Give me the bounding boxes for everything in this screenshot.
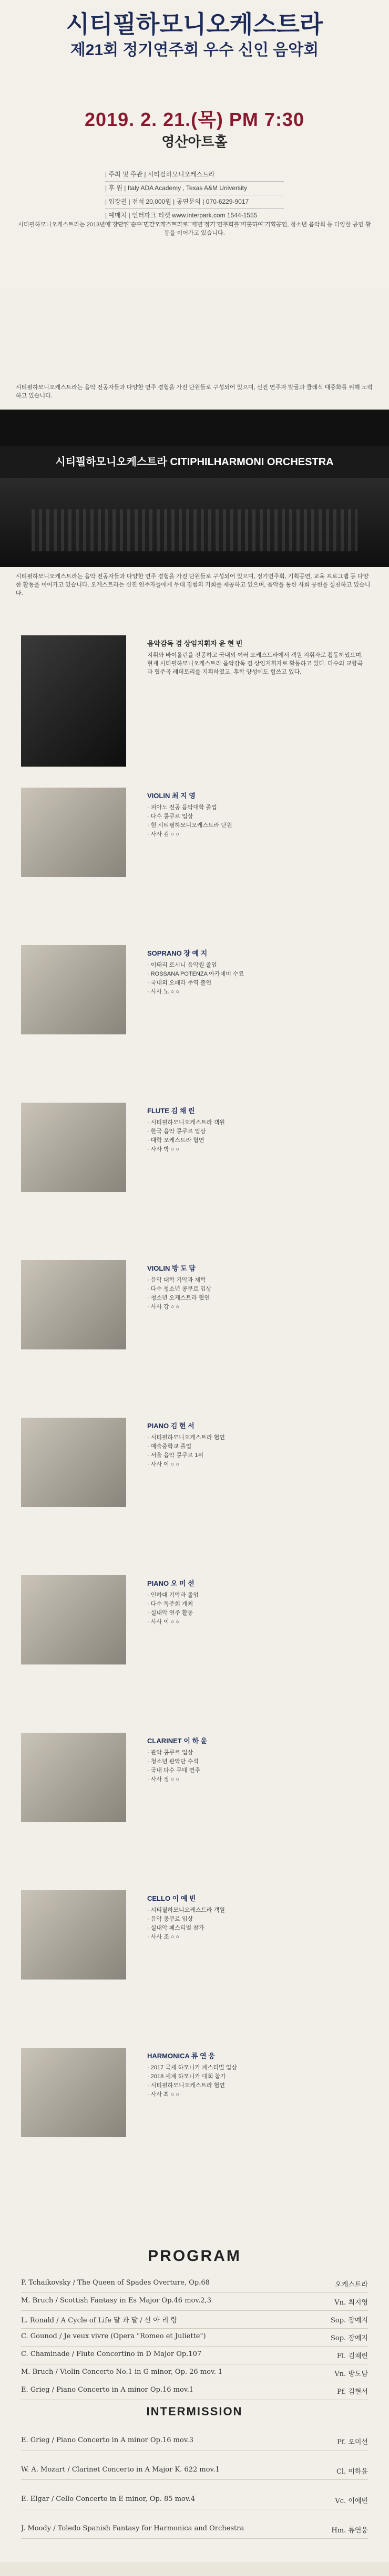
- performer-bio-line: · 사사 김 ○ ○: [147, 831, 180, 837]
- performer-name: FLUTE 김 채 린: [147, 1107, 195, 1115]
- performer-name: SOPRANO 장 예 지: [147, 949, 208, 957]
- program-row: [21, 2466, 368, 2477]
- performer-bio-line: · 다수 청소년 콩쿠르 입상: [147, 1286, 212, 1292]
- program-divider: [21, 2346, 368, 2347]
- performer-bio: [147, 1276, 368, 1312]
- performer-bio: [147, 1591, 368, 1627]
- program-row: [21, 2436, 368, 2448]
- performer-bio-line: · 예술중학교 졸업: [147, 1443, 192, 1450]
- performer-name: VIOLIN 최 지 영: [147, 792, 196, 800]
- info-box: [105, 168, 284, 223]
- hero-header: [0, 0, 389, 294]
- performer-bio-line: · 2018 세계 하모니카 대회 참가: [147, 2074, 226, 2080]
- performer-bio-line: · 사사 강 ○ ○: [147, 1304, 180, 1310]
- performer-bio-line: · 음악 대학 기악과 재학: [147, 1277, 206, 1283]
- performer-bio-line: · 사사 박 ○ ○: [147, 1146, 180, 1153]
- program-performer: Vn. 방도담: [334, 2370, 368, 2378]
- program-divider: [21, 2450, 368, 2451]
- notice-text: 시티필하모니오케스트라는 2013년에 창단된 순수 민간오케스트라로, 매년 정기 연주회를 비롯하여 기획공연, 청소년 음악회 등 다양한 공연 활동을 이어가고 있습니다.: [18, 222, 371, 236]
- performer-name: VIOLIN 방 도 담: [147, 1264, 196, 1272]
- performer-bio-line: · 사사 이 ○ ○: [147, 1461, 180, 1468]
- performer-bio-line: · 다수 독주회 개최: [147, 1601, 193, 1607]
- program-performer: Hm. 류연웅: [331, 2527, 368, 2535]
- performer-bio-line: · 한국 음악 콩쿠르 입상: [147, 1128, 206, 1135]
- program-piece: E. Elgar / Cello Concerto in E minor, Op. 85 mov.4: [21, 2495, 196, 2503]
- performer-bio-line: · 음악 콩쿠르 입상: [147, 1916, 193, 1922]
- performer-bio-line: · 인하대 기악과 졸업: [147, 1592, 199, 1598]
- program-divider: [21, 2538, 368, 2539]
- performer-bio-line: · ROSSANA POTENZA 아카데미 수료: [147, 971, 244, 977]
- program-piece: P. Tchaikovsky / The Queen of Spades Overture, Op.68: [21, 2279, 210, 2287]
- program-piece: C. Gounod / Je veux vivre (Opera "Romeo et Juliette"): [21, 2332, 206, 2340]
- performer-bio-line: · 피아노 전공 음악대학 졸업: [147, 804, 217, 811]
- performer-bio: [147, 1906, 368, 1942]
- performer-photo: [21, 788, 126, 877]
- performer-name: CELLO 이 예 빈: [147, 1894, 196, 1902]
- performer-bio-line: · 2017 국제 하모니카 페스티벌 입상: [147, 2065, 237, 2071]
- performer-bio-line: · 실내악 페스티벌 참가: [147, 1925, 204, 1931]
- performer-photo: [21, 1103, 126, 1192]
- program-piece: W. A. Mozart / Clarinet Concerto in A Major K. 622 mov.1: [21, 2466, 220, 2474]
- program-performer: Sop. 장예지: [331, 2334, 368, 2342]
- intro-text: 시티필하모니오케스트라는 음악 전공자들과 다양한 연주 경험을 가진 단원들로 구성되어 있으며, 신진 연주자 발굴과 클래식 대중화를 위해 노력하고 있습니다.: [16, 384, 373, 399]
- orchestra-photo-strip: [0, 410, 389, 446]
- performer-bio-line: · 국내 다수 무대 연주: [147, 1767, 200, 1774]
- program-divider: [21, 2328, 368, 2329]
- info-ticket: | 입장권 | 전석 20,000원 | 공연문의 | 070-6229-9017: [105, 195, 284, 209]
- performer-bio: [147, 961, 368, 997]
- performer-bio: [147, 803, 368, 839]
- performer-bio-line: · 시티필하모니오케스트라 협연: [147, 1434, 225, 1441]
- program-piece: E. Grieg / Piano Concerto in A minor Op.16 mov.1: [21, 2386, 194, 2394]
- program-row: [21, 2332, 368, 2344]
- performer-bio-line: · 시티필하모니오케스트라 객원: [147, 1907, 225, 1913]
- performer-bio-line: · 사사 노 ○ ○: [147, 989, 180, 995]
- performer-bio-line: · 다수 콩쿠르 입상: [147, 813, 193, 820]
- program-piece: J. Moody / Toledo Spanish Fantasy for Harmonica and Orchestra: [21, 2525, 244, 2532]
- orchestra-heading: 시티필하모니오케스트라 CITIPHILHARMONI ORCHESTRA: [0, 446, 389, 478]
- performer-bio-line: · 사사 이 ○ ○: [147, 1619, 180, 1625]
- performer-photo: [21, 1260, 126, 1349]
- program-row: [21, 2386, 368, 2397]
- program-piece: L. Ronald / A Cycle of Life 달 과 달 / 신 아 리 랑: [21, 2317, 178, 2324]
- program-performer: Cl. 이하윤: [336, 2468, 368, 2476]
- program-piece: E. Grieg / Piano Concerto in A minor Op.16 mov.3: [21, 2436, 194, 2444]
- performer-bio-line: · 사사 최 ○ ○: [147, 2091, 180, 2098]
- performer-photo: [21, 1575, 126, 1664]
- performer-bio: [147, 1433, 368, 1469]
- conductor-photo: [21, 635, 126, 767]
- program-row: [21, 2297, 368, 2308]
- program-piece: M. Bruch / Scottish Fantasy in Es Major Op.46 mov.2,3: [21, 2297, 211, 2305]
- performer-bio-line: · 현 시티필하모니오케스트라 단원: [147, 822, 232, 829]
- info-booking: | 예매처 | 인터파크 티켓 www.interpark.com 1544-1555: [105, 209, 284, 223]
- program-performer: Sop. 장예지: [331, 2317, 368, 2324]
- program-piece: C. Chaminade / Flute Concertino in D Major Op.107: [21, 2350, 202, 2358]
- performer-bio: [147, 2064, 368, 2099]
- program-divider: [21, 2479, 368, 2480]
- performer-bio-line: · 실내악 연주 활동: [147, 1610, 193, 1616]
- program-row: [21, 2368, 368, 2380]
- program-performer: Vc. 이예빈: [335, 2497, 368, 2505]
- performer-bio-line: · 사사 조 ○ ○: [147, 1934, 180, 1940]
- info-sponsor: | 후 원 | Italy ADA Academy , Texas A&M University: [105, 182, 284, 195]
- conductor-bio: 지휘와 바이올린을 전공하고 국내외 여러 오케스트라에서 객원 지휘자로 활동하였으며, 현재 시티필하모니오케스트라 음악감독 겸 상임지휘자로 활동하고 있다. 다수의 교향곡과 협주곡 레퍼토리를 지휘하였고, 후학 양성에도 힘쓰고 있다.: [147, 652, 363, 675]
- conductor-label: 음악감독 겸 상임지휘자 윤 현 빈: [147, 640, 243, 647]
- performer-photo: [21, 2048, 126, 2137]
- performer-photo: [21, 1890, 126, 1980]
- program-divider: [21, 2292, 368, 2293]
- program-row: [21, 2525, 368, 2536]
- performer-bio-line: · 관악 콩쿠르 입상: [147, 1750, 193, 1756]
- program-performer: Pf. 오미선: [336, 2438, 368, 2446]
- bottom-band: [0, 2562, 389, 2576]
- performer-name: CLARINET 이 하 윤: [147, 1737, 208, 1745]
- intermission-label: INTERMISSION: [146, 2405, 243, 2418]
- performer-bio-line: · 사사 정 ○ ○: [147, 1776, 180, 1783]
- performer-photo: [21, 1733, 126, 1822]
- program-row: [21, 2495, 368, 2507]
- orchestra-description: 시티필하모니오케스트라는 음악 전공자들과 다양한 연주 경험을 가진 단원들로 구성되어 있으며, 정기연주회, 기획공연, 교육 프로그램 등 다양한 활동을 이어가고 있습니다. 오케스트라는 신진 연주자들에게 무대 경험의 기회를 제공하고 있으며, 음악을 통한 사회 공헌을 실천하고 있습니다.: [16, 573, 371, 596]
- poster-title: 시티필하모니오케스트라: [66, 11, 323, 38]
- performer-bio-line: · 시티필하모니오케스트라 객원: [147, 1119, 225, 1126]
- concert-venue: 영산아트홀: [161, 134, 228, 150]
- performer-bio-line: · 이태리 로시니 음악원 졸업: [147, 962, 217, 968]
- performer-bio-line: · 청소년 관악단 수석: [147, 1758, 199, 1765]
- program-performer: Pf. 김현서: [336, 2388, 368, 2396]
- performer-bio: [147, 1118, 368, 1154]
- program-divider: [21, 2310, 368, 2311]
- program-row: [21, 2315, 368, 2326]
- program-piece: M. Bruch / Violin Concerto No.1 in G minor, Op. 26 mov. 1: [21, 2368, 223, 2376]
- performer-photo: [21, 1418, 126, 1507]
- performer-bio-line: · 국내외 오페라 주역 출연: [147, 980, 212, 986]
- program-performer: Vn. 최지영: [334, 2299, 368, 2307]
- performer-name: PIANO 김 현 서: [147, 1422, 194, 1430]
- performer-bio-line: · 대학 오케스트라 협연: [147, 1137, 204, 1144]
- performer-bio-line: · 시티필하모니오케스트라 협연: [147, 2082, 225, 2089]
- performer-bio-line: · 서울 음악 콩쿠르 1위: [147, 1452, 204, 1459]
- performer-bio: [147, 1748, 368, 1784]
- program-title: PROGRAM: [148, 2247, 241, 2265]
- program-row: [21, 2350, 368, 2362]
- orchestra-photo: [0, 478, 389, 567]
- performer-bio-line: · 청소년 오케스트라 협연: [147, 1295, 210, 1301]
- performer-photo: [21, 945, 126, 1034]
- concert-date: 2019. 2. 21.(목) PM 7:30: [85, 109, 304, 130]
- program-performer: 오케스트라: [335, 2281, 368, 2289]
- info-organizer: | 주최 및 주관 | 시티필하모니오케스트라: [105, 168, 284, 182]
- performer-name: HARMONICA 류 연 웅: [147, 2052, 215, 2060]
- program-performer: Fl. 김채린: [336, 2352, 368, 2360]
- program-row: [21, 2279, 368, 2290]
- poster-subtitle: 제21회 정기연주회 우수 신인 음악회: [70, 41, 319, 59]
- performer-name: PIANO 오 미 선: [147, 1579, 194, 1587]
